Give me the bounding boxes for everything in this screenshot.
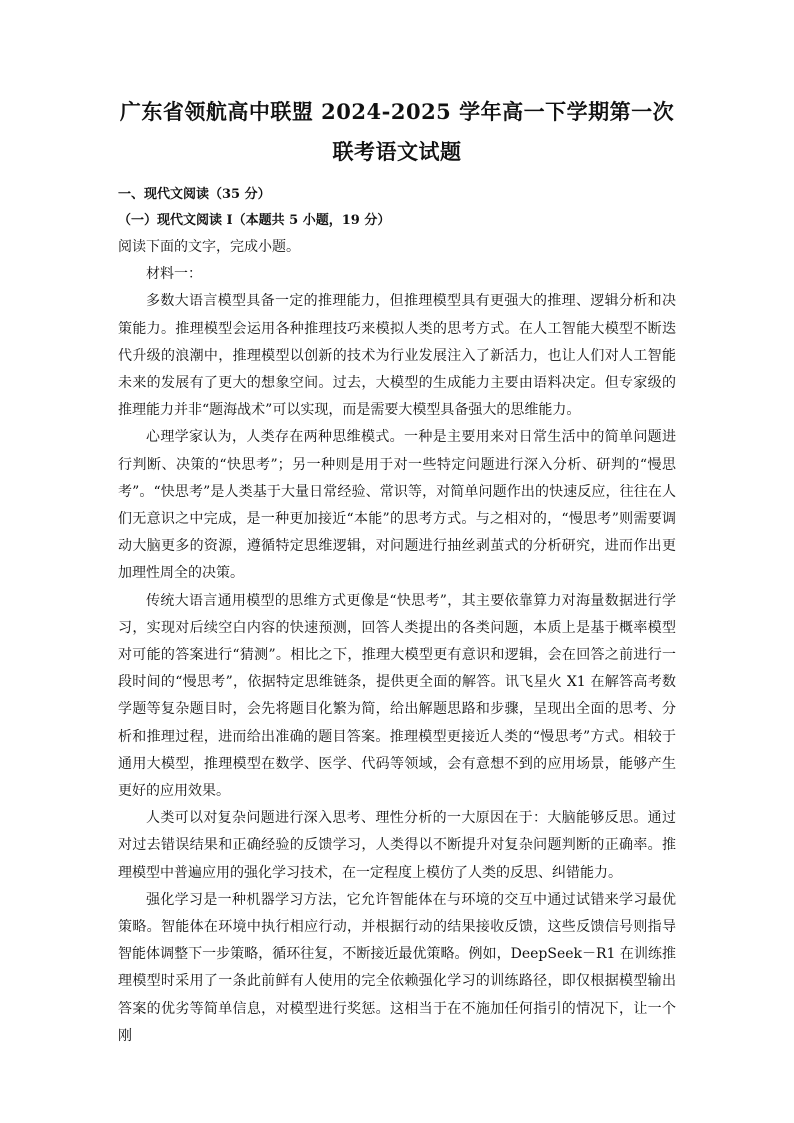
exam-title-line2: 联考语文试题: [332, 139, 462, 164]
paragraph-2: 心理学家认为，人类存在两种思维模式。一种是主要用来对日常生活中的简单问题进行判断、决策的“快思考”；另一种则是用于对一些特定问题进行深入分析、研判的“慢思考”。“快思考”是人类基于大量日常经验、常识等，对简单问题作出的快速反应，往往在人们无意识之中完成，是一种更加接近“本能”的思考方式。与之相对的，“慢思考”则需要调动大脑更多的资源，遵循特定思维逻辑，对问题进行抽丝剥茧式的分析研究，进而作出更加理性周全的决策。: [118, 429, 676, 582]
paragraph-4: 人类可以对复杂问题进行深入思考、理性分析的一大原因在于：大脑能够反思。通过对过去错误结果和正确经验的反馈学习，人类得以不断提升对复杂问题判断的正确率。推理模型中普遍应用的强化学习技术，在一定程度上模仿了人类的反思、纠错能力。: [118, 810, 676, 881]
subsection-heading-reading-1: （一）现代文阅读 I（本题共 5 小题，19 分）: [118, 213, 391, 228]
reading-instruction: 阅读下面的文字，完成小题。: [118, 239, 300, 255]
paragraph-5: 强化学习是一种机器学习方法，它允许智能体在与环境的交互中通过试错来学习最优策略。智能体在环境中执行相应行动，并根据行动的结果接收反馈，这些反馈信号则指导智能体调整下一步策略，循环往复，不断接近最优策略。例如，DeepSeek－R1 在训练推理模型时采用了一条此前鲜有人使用的完全依赖强化学习的训练路径，即仅根据模型输出答案的优劣等简单信息，对模型进行奖惩。这相当于在不施加任何指引的情况下，让一个刚: [118, 891, 676, 1044]
section-heading-modern-reading: 一、现代文阅读（35 分）: [118, 187, 271, 202]
material-label: 材料一：: [146, 266, 202, 283]
exam-title-line1: 广东省领航高中联盟 2024-2025 学年高一下学期第一次: [119, 99, 675, 124]
paragraph-1: 多数大语言模型具备一定的推理能力，但推理模型具有更强大的推理、逻辑分析和决策能力。推理模型会运用各种推理技巧来模拟人类的思考方式。在人工智能大模型不断迭代升级的浪潮中，推理模型以创新的技术为行业发展注入了新活力，也让人们对人工智能未来的发展有了更大的想象空间。过去，大模型的生成能力主要由语料决定。但专家级的推理能力并非“题海战术”可以实现，而是需要大模型具备强大的思维能力。: [118, 293, 676, 419]
paragraph-3: 传统大语言通用模型的思维方式更像是“快思考”，其主要依靠算力对海量数据进行学习，实现对后续空白内容的快速预测，回答人类提出的各类问题，本质上是基于概率模型对可能的答案进行“猜测”。相比之下，推理大模型更有意识和逻辑，会在回答之前进行一段时间的“慢思考”，依据特定思维链条，提供更全面的解答。讯飞星火 X1 在解答高考数学题等复杂题目时，会先将题目化繁为简，给出解题思路和步骤，呈现出全面的思考、分析和推理过程，进而给出准确的题目答案。推理模型更接近人类的“慢思考”方式。相较于通用大模型，推理模型在数学、医学、代码等领域，会有意想不到的应用场景，能够产生更好的应用效果。: [118, 592, 676, 800]
